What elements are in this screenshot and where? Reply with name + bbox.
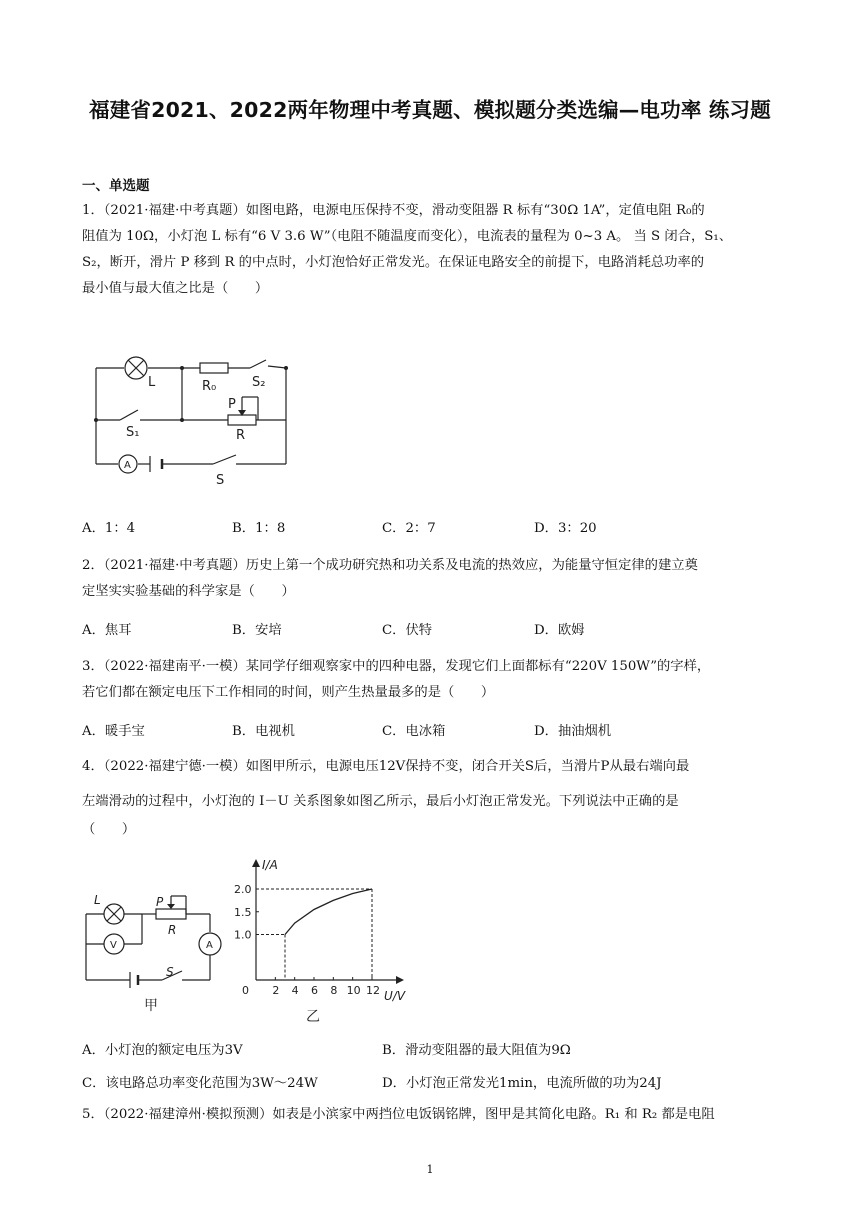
section-heading: 一、单选题	[82, 178, 150, 194]
q3-option-a[interactable]: A．暖手宝	[82, 724, 145, 739]
q3-line1: 3．（2022·福建南平·一模）某同学仔细观察家中的四种电器，发现它们上面都标有“220V 150W”的字样，	[82, 659, 711, 674]
q1-line3: S₂，断开，滑片 P 移到 R 的中点时，小灯泡恰好正常发光。在保证电路安全的前提下，电路消耗总功率的	[82, 255, 705, 270]
q4-line1: 4．（2022·福建宁德·一模）如图甲所示，电源电压12V保持不变，闭合开关S后，当滑片P从最右端向最	[82, 759, 690, 774]
q4-label-R: R	[168, 923, 177, 937]
q4-label-A: A	[206, 940, 213, 951]
q3-option-c[interactable]: C．电冰箱	[382, 724, 446, 739]
q5-line1: 5．（2022·福建漳州·模拟预测）如表是小滨家中两挡位电饭锅铭牌，图甲是其简化电路。R₁ 和 R₂ 都是电阻	[82, 1107, 715, 1122]
x-axis-label: U/V	[384, 989, 406, 1003]
page-number: 1	[426, 1163, 434, 1176]
q4-option-a[interactable]: A．小灯泡的额定电压为3V	[82, 1043, 243, 1058]
x-tick-label: 12	[366, 984, 380, 997]
q2-line2: 定坚实实验基础的科学家是（ ）	[82, 584, 295, 599]
q1-line4: 最小值与最大值之比是（ ）	[82, 281, 269, 296]
y-axis-label: I/A	[262, 858, 278, 872]
q4-option-c[interactable]: C．该电路总功率变化范围为3W～24W	[82, 1076, 318, 1091]
q1-option-b[interactable]: B．1：8	[232, 521, 286, 536]
iu-curve	[285, 889, 372, 935]
q3-line2: 若它们都在额定电压下工作相同的时间，则产生热量最多的是（ ）	[82, 685, 495, 700]
q1-circuit-diagram	[88, 352, 298, 492]
q4-line2: 左端滑动的过程中，小灯泡的 I－U 关系图象如图乙所示，最后小灯泡正常发光。下列说法中正确的是	[82, 794, 679, 809]
q4-option-b[interactable]: B．滑动变阻器的最大阻值为9Ω	[382, 1043, 571, 1058]
q1-label-L: L	[148, 375, 156, 390]
q1-label-S1: S₁	[126, 425, 140, 440]
x-tick-label: 0	[242, 984, 249, 997]
q1-label-P: P	[228, 397, 236, 412]
y-tick-label: 1.0	[234, 928, 252, 942]
q4-circuit-diagram	[82, 892, 232, 1012]
q1-label-S2: S₂	[252, 375, 266, 390]
q4-label-V: V	[110, 940, 117, 951]
q1-option-a[interactable]: A．1：4	[82, 521, 136, 536]
q2-line1: 2．（2021·福建·中考真题）历史上第一个成功研究热和功关系及电流的热效应，为能量守恒定律的建立奠	[82, 558, 698, 573]
q4-line3: （ ）	[82, 822, 136, 837]
q1-label-S: S	[216, 473, 225, 488]
q4-label-P: P	[156, 895, 164, 909]
q2-option-b[interactable]: B．安培	[232, 623, 282, 638]
q2-option-a[interactable]: A．焦耳	[82, 623, 132, 638]
q4-iu-chart	[234, 855, 414, 1025]
q1-line1: 1．（2021·福建·中考真题）如图电路，电源电压保持不变，滑动变阻器 R 标有“30Ω 1A”，定值电阻 R₀的	[82, 203, 705, 218]
x-tick-label: 8	[330, 984, 338, 997]
x-tick-label: 10	[346, 984, 361, 997]
q1-line2: 阻值为 10Ω，小灯泡 L 标有“6 V 3.6 W”（电阻不随温度而变化），电流表的量程为 0~3 A。 当 S 闭合，S₁、	[82, 229, 732, 244]
y-axis-arrow	[252, 859, 260, 867]
q3-option-d[interactable]: D．抽油烟机	[534, 724, 612, 739]
y-tick-label: 2.0	[234, 883, 252, 896]
q4-label-L: L	[94, 893, 101, 907]
q1-option-c[interactable]: C．2：7	[382, 521, 436, 536]
q3-option-b[interactable]: B．电视机	[232, 724, 295, 739]
q4-label-S: S	[166, 965, 174, 979]
q4-caption-b: 乙	[306, 1009, 320, 1025]
page-title: 福建省2021、2022两年物理中考真题、模拟题分类选编—电功率 练习题	[89, 98, 771, 122]
x-tick-label: 4	[291, 984, 299, 997]
q1-label-A: A	[124, 460, 131, 471]
q2-option-d[interactable]: D．欧姆	[534, 623, 585, 638]
q4-caption-a: 甲	[144, 998, 158, 1012]
q2-option-c[interactable]: C．伏特	[382, 623, 433, 638]
q1-label-R0: R₀	[202, 379, 217, 394]
y-tick-label: 1.5	[234, 905, 252, 919]
q1-label-R: R	[236, 428, 246, 443]
q4-option-d[interactable]: D．小灯泡正常发光1min，电流所做的功为24J	[382, 1076, 662, 1091]
x-tick-label: 2	[272, 984, 280, 997]
x-tick-label: 6	[311, 984, 318, 997]
x-axis-arrow	[396, 976, 404, 984]
q1-option-d[interactable]: D．3：20	[534, 521, 597, 536]
